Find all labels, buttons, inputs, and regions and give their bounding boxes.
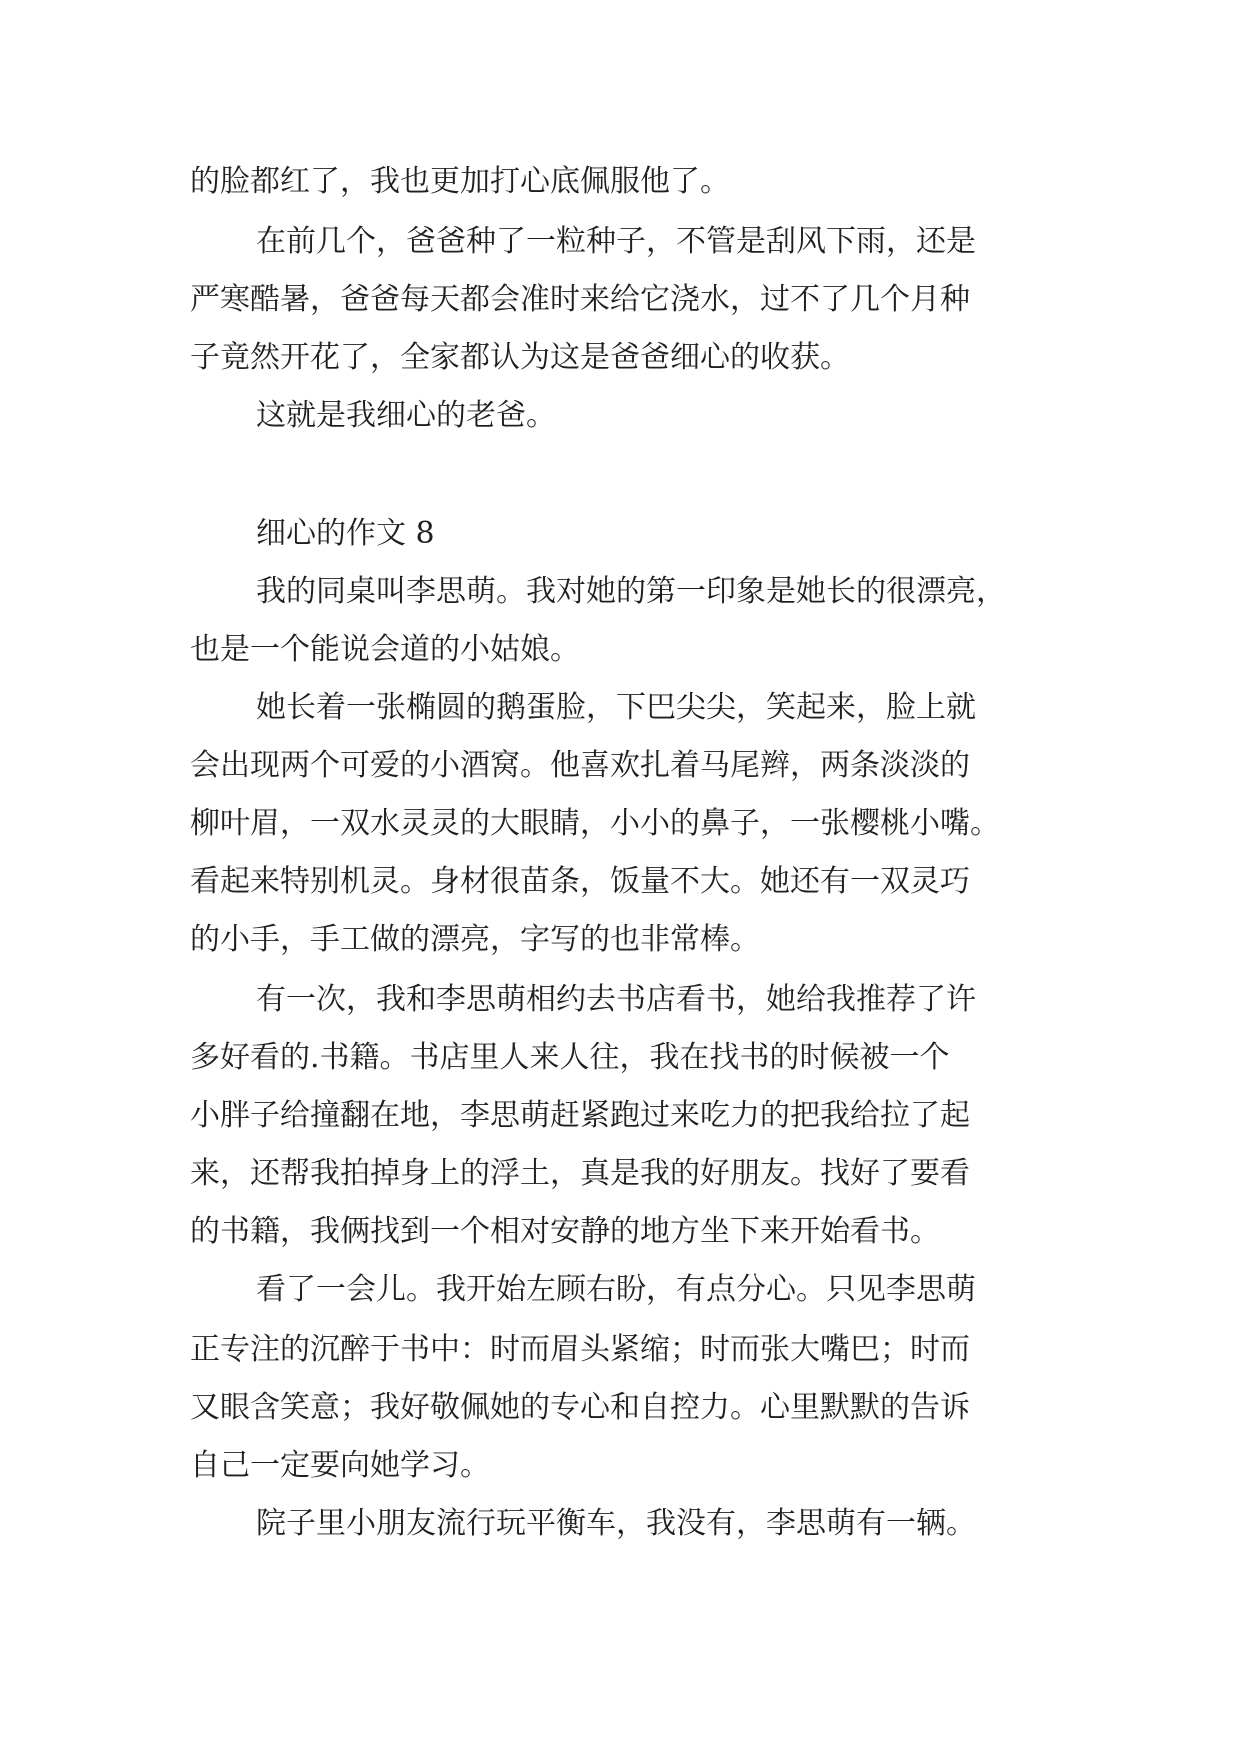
text-line: 的小手，手工做的漂亮，字写的也非常棒。 [190,922,760,957]
text-line: 的脸都红了，我也更加打心底佩服他了。 [190,164,730,199]
text-line: 自己一定要向她学习。 [190,1448,490,1483]
text-line: 正专注的沉醉于书中：时而眉头紧缩；时而张大嘴巴；时而 [190,1332,970,1367]
text-line: 也是一个能说会道的小姑娘。 [190,632,580,667]
text-line: 多好看的.书籍。书店里人来人往，我在找书的时候被一个 [190,1040,950,1075]
text-line: 又眼含笑意；我好敬佩她的专心和自控力。心里默默的告诉 [190,1390,970,1425]
text-line: 看了一会儿。我开始左顾右盼，有点分心。只见李思萌 [256,1272,976,1307]
text-line: 有一次，我和李思萌相约去书店看书，她给我推荐了许 [256,982,976,1017]
text-line: 这就是我细心的老爸。 [256,398,556,433]
text-line: 的书籍，我俩找到一个相对安静的地方坐下来开始看书。 [190,1214,940,1249]
text-line: 院子里小朋友流行玩平衡车，我没有，李思萌有一辆。 [256,1506,976,1541]
text-line: 柳叶眉，一双水灵灵的大眼睛，小小的鼻子，一张樱桃小嘴。 [190,806,1000,841]
text-line: 小胖子给撞翻在地，李思萌赶紧跑过来吃力的把我给拉了起 [190,1098,970,1133]
text-line: 严寒酷暑，爸爸每天都会准时来给它浇水，过不了几个月种 [190,282,970,317]
text-line: 子竟然开花了，全家都认为这是爸爸细心的收获。 [190,340,850,375]
text-line: 看起来特别机灵。身材很苗条，饭量不大。她还有一双灵巧 [190,864,970,899]
text-line: 我的同桌叫李思萌。我对她的第一印象是她长的很漂亮， [256,574,1006,609]
text-line: 在前几个，爸爸种了一粒种子，不管是刮风下雨，还是 [256,224,976,259]
text-line: 会出现两个可爱的小酒窝。他喜欢扎着马尾辫，两条淡淡的 [190,748,970,783]
section-heading: 细心的作文 8 [256,516,435,551]
text-line: 她长着一张椭圆的鹅蛋脸，下巴尖尖，笑起来，脸上就 [256,690,976,725]
text-line: 来，还帮我拍掉身上的浮土，真是我的好朋友。找好了要看 [190,1156,970,1191]
